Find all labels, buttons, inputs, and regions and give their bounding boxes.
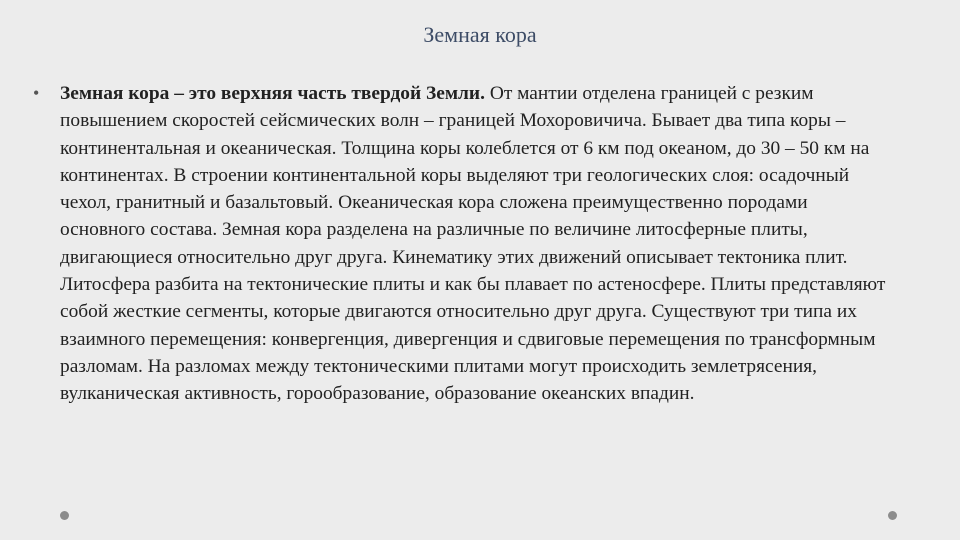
decor-dot-left [60,511,69,520]
bullet-item [33,80,893,408]
bullet-text [33,80,893,408]
slide-title: Земная кора [423,22,537,47]
decor-dot-right [888,511,897,520]
lead-bold-text: Земная кора – это верхняя часть твердой Земли. [60,83,485,104]
bullet-marker: • [33,83,40,103]
body-text: От мантии отделена границей с резким повышением скоростей сейсмических волн – границей Мохоровичича. Бывает два типа коры – континентальная и океаническая. Толщина коры колеблется от 6 км под океаном, до 30 – 50 км на континентах. В строении континентальной коры выделяют три геологических слоя: осадочный чехол, гранитный и базальтовый. Океаническая кора сложена преимущественно породами основного состава. Земная кора разделена на различные по величине литосферные плиты, двигающиеся относительно друг друга. Кинематику этих движений описывает тектоника плит. Литосфера разбита на тектонические плиты и как бы плавает по астеносфере. Плиты представляют собой жесткие сегменты, которые двигаются относительно друг друга. Существуют три типа их взаимного перемещения: конвергенция, дивергенция и сдвиговые перемещения по трансформным разломам. На разломах между тектоническими плитами могут происходить землетрясения, вулканическая активность, горообразование, образование океанских впадин. [60,83,886,405]
